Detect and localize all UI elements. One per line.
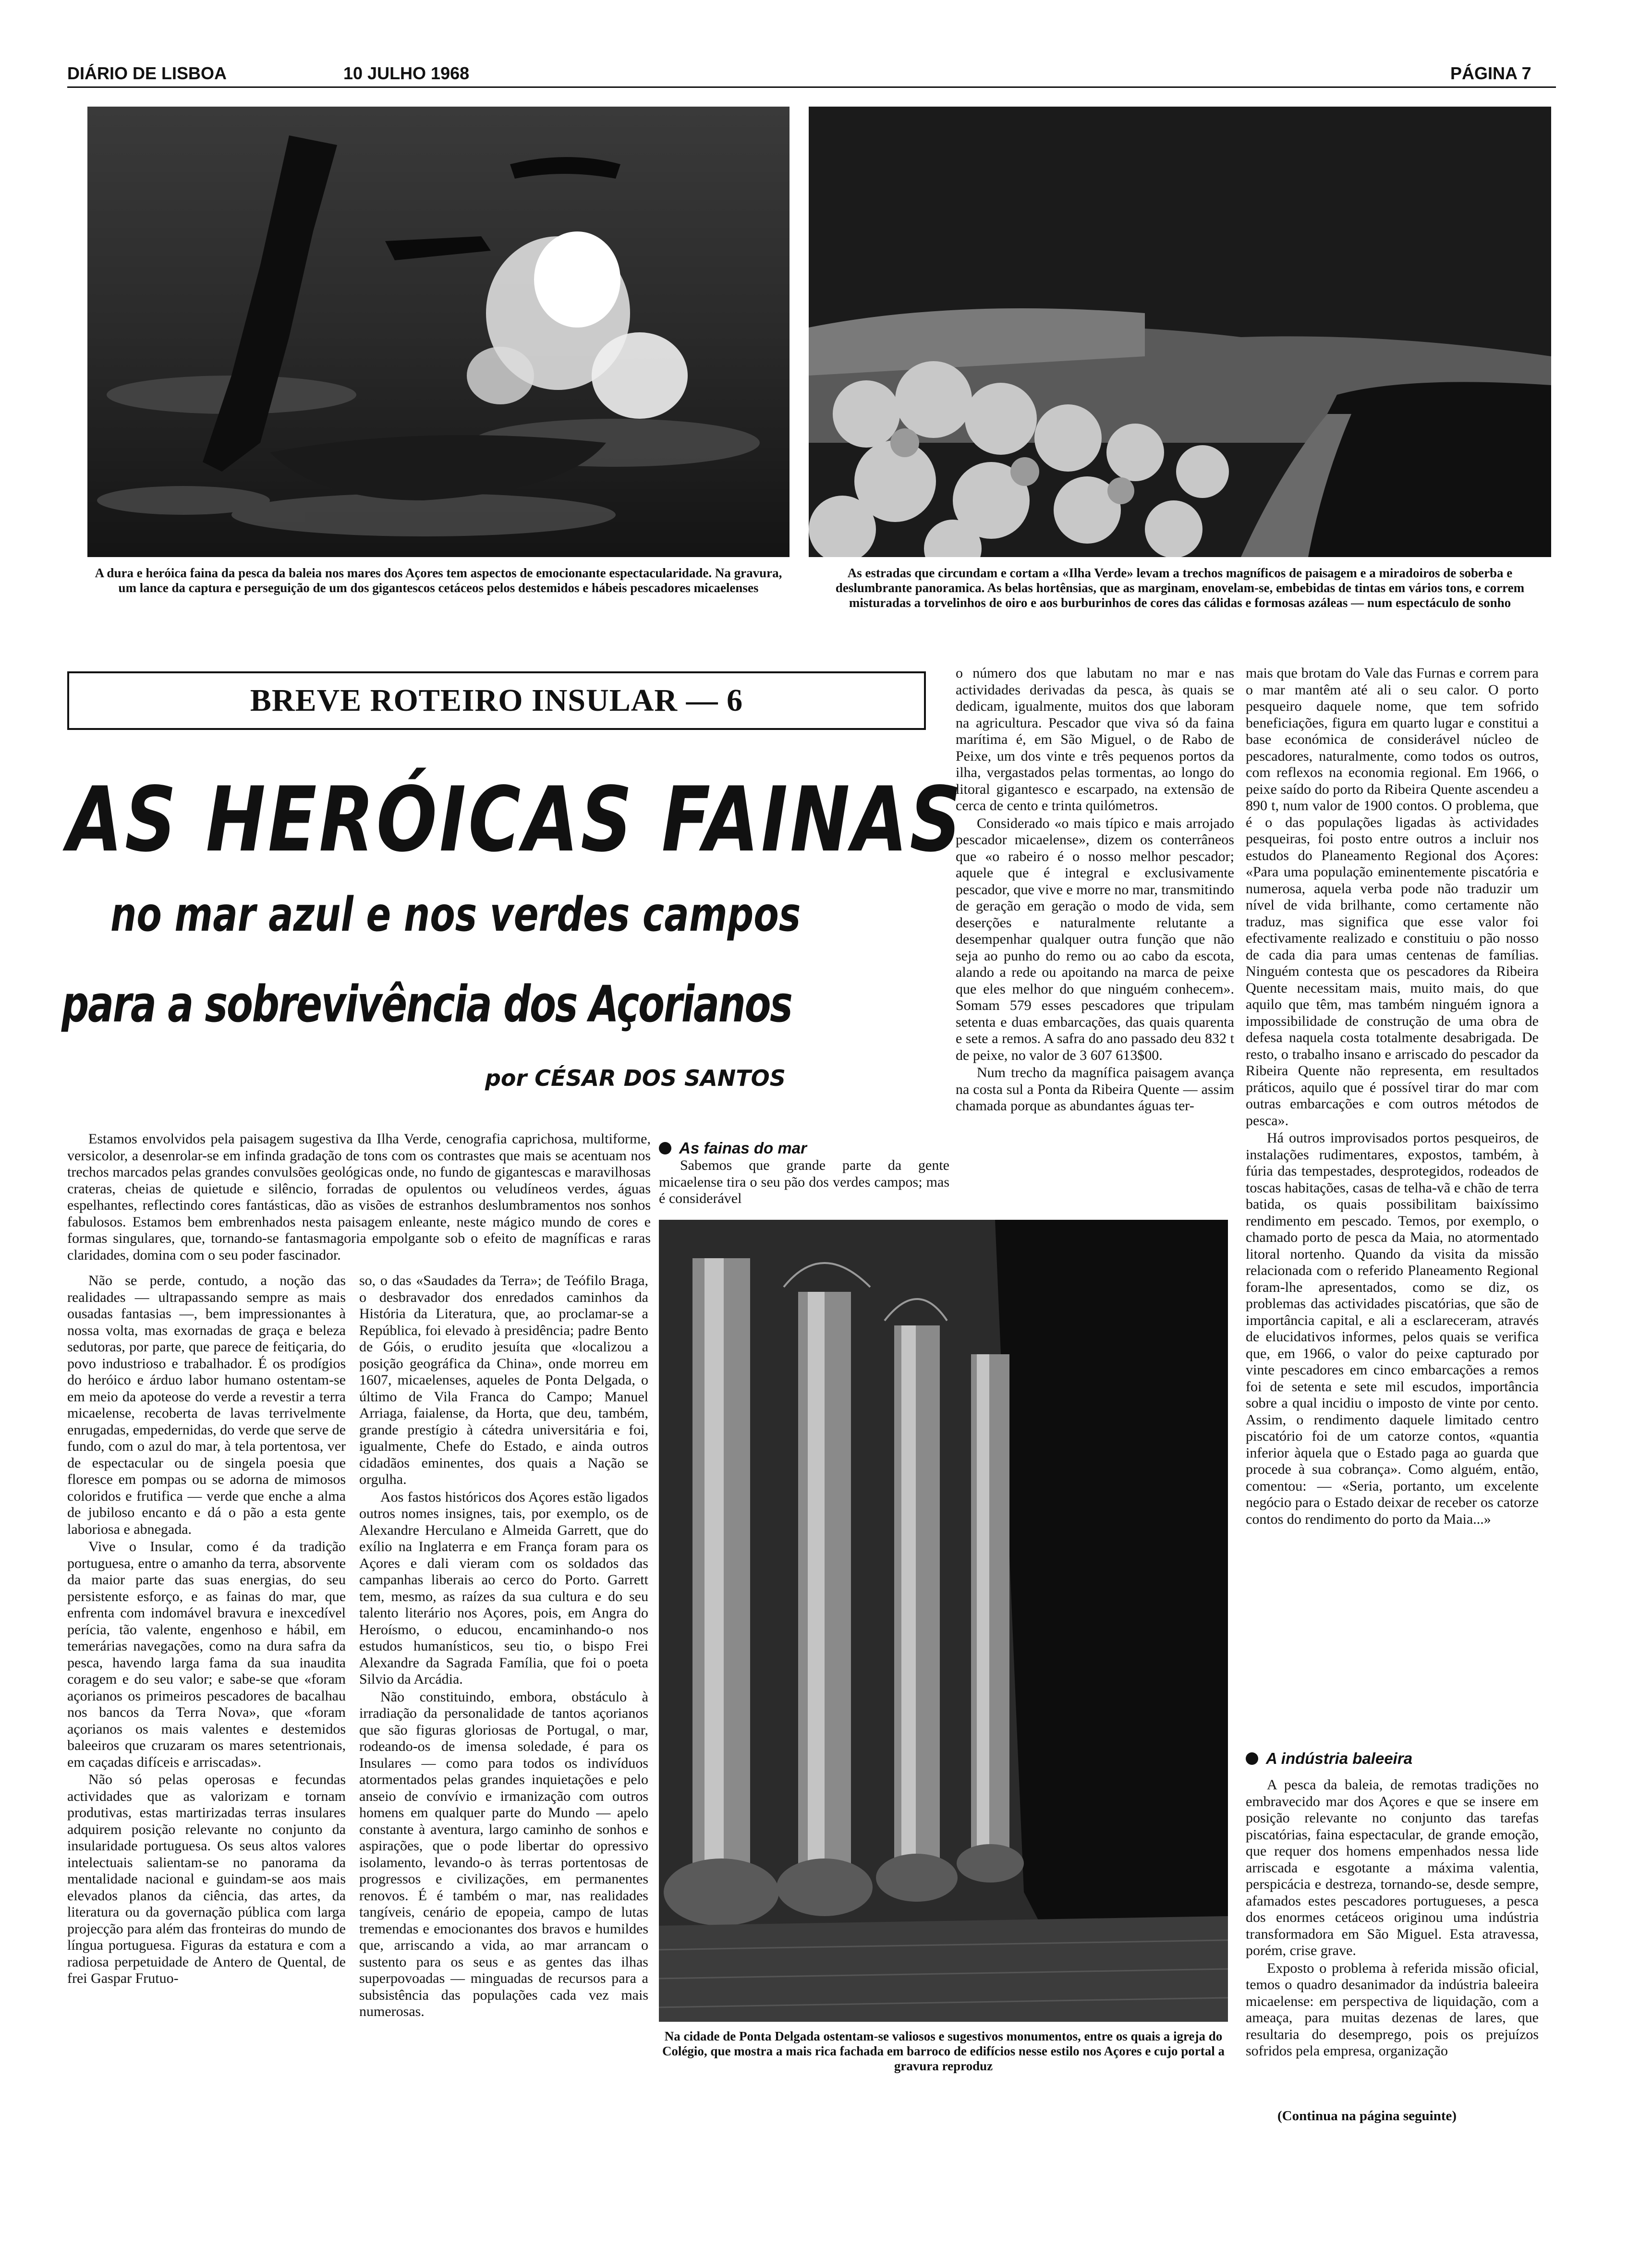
- masthead-rule: [67, 86, 1556, 88]
- paragraph: Não se perde, contudo, a noção das realidades — ultrapassando sempre as mais ousadas fantasias —, bem impressionantes à nossa volta, mas exornadas de graça e beleza sedutoras, por parte, que parece de feitiçaria, do povo industrioso e trabalhador. É os prodígios do heróico e árduo labor humano ostentam-se em meio da apoteose do verde a revestir a terra micaelense, recoberta de lavas terrivelmente enrugadas, empedernidas, do verde que serve de fundo, com o azul do mar, à tela portentosa, ver de espectacular ou de singela poesia que floresce em pompas ou se adorna de mimosos coloridos e frutifica — verde que enche a alma de jubiloso encanto e dá o pão a esta gente laboriosa e abnegada.: [67, 1273, 346, 1537]
- subhead-industria-baleeira: [1246, 1749, 1412, 1768]
- headline-sub-2: para a sobrevivência dos Açorianos: [61, 975, 792, 1033]
- paragraph: Exposto o problema à referida missão oficial, temos o quadro desanimador da indústria baleeira micaelense: em perspectiva de liquidação, com a ameaça, para muitas dezenas de lares, que resultaria do desemprego, pois os prejuízos sofridos pela empresa, organização: [1246, 1960, 1539, 2059]
- subhead-label: As fainas do mar: [679, 1139, 807, 1157]
- church-facade-photo: [659, 1220, 1228, 2022]
- headline-main: AS HERÓICAS FAINAS: [67, 767, 964, 872]
- whale-photo-caption: A dura e heróica faina da pesca da baleia nos mares dos Açores tem aspectos de emocionante espectacularidade. Na gravura, um lance da captura e perseguição de um dos gigantescos cetáceos pelos destemidos e hábeis pescadores micaelenses: [95, 566, 782, 595]
- paragraph: Há outros improvisados portos pesqueiros, de instalações rudimentares, expostos, também, à fúria das tempestades, desprotegidos, rodeados de toscas habitações, casas de telha-vã e chão de terra batida, os quais possibilitam baixíssimo rendimento em pescado. Temos, por exemplo, o chamado porto de pesca da Maia, no atormentado litoral nortenho. Quando da visita da missão relacionada com o referido Planeamento Regional foram-lhe apresentados, como se diz, os problemas das actividades piscatórias, que são de importância capital, e ali a esclareceram, através de elucidativos informes, pelos quais se verifica que, em 1966, o valor do peixe capturado por vinte pescadores em cinco embarcações a remos foi de setenta e sete mil escudos, importância sobre a qual incidiu o imposto de vinte por cento. Assim, o rendimento daquele limitado centro piscatório foi de um catorze contos, «quantia inferior àquela que o Estado paga ao guarda que procede à sua cobrança». Como alguém, então, comentou: — «Seria, portanto, um excelente negócio para o Estado deixar de receber os catorze contos do rendimento do porto da Maia...»: [1246, 1130, 1539, 1527]
- paragraph: Não só pelas operosas e fecundas actividades que as valorizam e tornam produtivas, estas martirizadas terras insulares adquirem posição relevante no conjunto da insularidade portuguesa. Os seus altos valores intelectuais salientam-se no panorama da mentalidade nacional e guindam-se aos mais elevados planos da ciência, das artes, da literatura ou da governação pública com larga projecção para além das fronteiras do mundo de língua portuguesa. Figuras da estatura e com a radiosa perpetuidade de Antero de Quental, de frei Gaspar Frutuo-: [67, 1772, 346, 1986]
- bullet-dot-icon: [659, 1142, 671, 1154]
- paragraph: so, o das «Saudades da Terra»; de Teófilo Braga, o desbravador dos enredados caminhos da História da Literatura, que, ao proclamar-se a República, foi elevado à presidência; padre Bento de Góis, o erudito jesuíta que «localizou a posição geográfica da China», onde morreu em 1607, micaelenses, aqueles de Ponta Delgada, o último de Vila Franca do Campo; Manuel Arriaga, faialense, da Horta, que deu, também, grande prestígio à cátedra universitária e foi, igualmente, Chefe do Estado, e ainda outros cidadãos eminentes, dos quais a Nação se orgulha.: [359, 1273, 648, 1487]
- paragraph: A pesca da baleia, de remotas tradições no embravecido mar dos Açores e que se insere em posição relevante no conjunto das tarefas piscatórias, faina espectacular, de grande emoção, que requer dos homens empenhados nessa lide arriscada e esgotante a máxima valentia, perspicácia e destreza, tornando-se, desde sempre, afamados estes pescadores portugueses, a pesca dos enormes cetáceos originou uma indústria transformadora em São Miguel. Esta atravessa, porém, crise grave.: [1246, 1777, 1539, 1958]
- masthead-paper: DIÁRIO DE LISBOA: [67, 63, 227, 83]
- paragraph: Num trecho da magnífica paisagem avança na costa sul a Ponta da Ribeira Quente — assim chamada porque as abundantes águas ter-: [956, 1065, 1234, 1114]
- article-lead: [67, 1131, 651, 1270]
- fainas-intro-text: [659, 1157, 949, 1210]
- paragraph: Considerado «o mais típico e mais arrojado pescador micaelense», dizem os conterrâneos que «o rabeiro é o nosso melhor pescador; aquele que é integral e exclusivamente pescador, que vive e morre no mar, transmitindo de geração em geração o modo de vida, sem deserções e naturalmente relutante a desempenhar qualquer outra função que não seja ao punho do remo ou ao cabo da escota, alando a rede ou apoitando na marca de peixe que eles melhor do que ninguém conhecem». Somam 579 esses pescadores que tripulam setenta e duas embarcações, das quais quarenta e sete a remos. A safra do ano passado deu 832 t de peixe, no valor de 3 607 613$00.: [956, 815, 1234, 1063]
- paragraph: mais que brotam do Vale das Furnas e correm para o mar mantêm até ali o seu calor. O porto pesqueiro daquele nome, que tem sofrido beneficiações, figura em quarto lugar e constitui a base económica de considerável núcleo de pescadores, naturalmente, como todos os outros, com reflexos na economia regional. Em 1966, o peixe saído do porto da Ribeira Quente ascendeu a 890 t, num valor de 1900 contos. O problema, que é o das populações ligadas às actividades pesqueiras, foi posto entre outros a incluir nos estudos do Planeamento Regional dos Açores: «Para uma população eminentemente piscatória e numerosa, aquela verba pode não traduzir um nível de vida brilhante, como certamente não traduz, mas significa que esse valor foi efectivamente realizado e constituiu o pão nosso de cada dia para umas centenas de famílias. Ninguém contesta que os pescadores da Ribeira Quente necessitam mais, muito mais, do que aquilo que têm, mas também ninguém ignora a impossibilidade de construção de uma obra de defesa naquela costa totalmente desabrigada. De resto, o trabalho insano e arriscado do pescador da Ribeira Quente não representa, em resultados práticos, aquilo que é possível tirar do mar com outras embarcações e com outros métodos de pesca».: [1246, 665, 1539, 1129]
- subhead-fainas-do-mar: [659, 1139, 807, 1157]
- whale-hunt-illustration: [87, 107, 790, 557]
- article-column-1: [67, 1273, 346, 2199]
- paragraph: Aos fastos históricos dos Açores estão ligados outros nomes insignes, tais, por exemplo, os de Alexandre Herculano e Almeida Garrett, que do exílio na Inglaterra e em França foram para os Açores e dali vieram com os soldados das campanhas liberais ao cerco do Porto. Garrett tem, mesmo, as raízes da sua cultura e do seu talento literário nos Açores, pois, em Angra do Heroísmo, o educou, encaminhando-o nos estudos humanísticos, seu tio, o bispo Frei Alexandre da Sagrada Família, que foi o poeta Silvio da Arcádia.: [359, 1489, 648, 1687]
- continue-note: (Continua na página seguinte): [1277, 2108, 1457, 2124]
- headline-sub-1: no mar azul e nos verdes campos: [110, 887, 801, 942]
- road-photo-caption: As estradas que circundam e cortam a «Ilha Verde» levam a trechos magníficos de paisagem e a miradoiros de soberba e deslumbrante panoramica. As belas hortênsias, que as marginam, enovelam-se, embebidas de tintas em vários tons, e correm misturadas a torvelinhos de oiro e aos burburinhos de cores das cálidas e formosas azáleas — num espectáculo de sonho: [835, 566, 1525, 610]
- series-kicker: BREVE ROTEIRO INSULAR — 6: [67, 671, 926, 730]
- paragraph: Não constituindo, embora, obstáculo à irradiação da personalidade de tantos açorianos que são figuras gloriosas de Portugal, o mar, rodeando-os de imensa soledade, é para os Insulares — como para todos os indivíduos atormentados pelas grandes inquietações e pelo anseio de convívio e irmanização com outros homens em qualquer parte do Mundo — apelo constante à aventura, largo caminho de sonhos e aspirações, que o pode libertar do opressivo isolamento, levando-o às terras portentosas de progressos e civilizações, em permanentes renovos. É é também o mar, nas realidades tangíveis, cenário de epopeia, campo de lutas tremendas e emocionantes dos bravos e humildes que, arriscando a vida, ao mar arrancam o sustento para os seus e as gentes das ilhas superpovoadas — minguadas de recursos para a subsistência das populações cada vez mais numerosas.: [359, 1688, 648, 2019]
- article-column-4: [1246, 665, 1539, 1743]
- masthead-date: 10 JULHO 1968: [343, 63, 470, 83]
- masthead-page: PÁGINA 7: [1450, 63, 1531, 83]
- paragraph: Sabemos que grande parte da gente micaelense tira o seu pão dos verdes campos; mas é considerável: [659, 1157, 949, 1206]
- church-facade-illustration: [659, 1220, 1228, 2022]
- whale-hunt-photo: [87, 107, 790, 557]
- article-column-3: [956, 665, 1234, 1153]
- subhead-label: A indústria baleeira: [1266, 1749, 1413, 1767]
- road-landscape-illustration: [809, 107, 1551, 557]
- church-photo-caption: Na cidade de Ponta Delgada ostentam-se valiosos e sugestivos monumentos, entre os quais a igreja do Colégio, que mostra a mais rica fachada em barroco de edifícios nesse estilo nos Açores e cujo portal a gravura reproduz: [662, 2029, 1225, 2073]
- bullet-dot-icon: [1246, 1752, 1258, 1765]
- article-column-4b: [1246, 1777, 1539, 2103]
- lead-paragraph: Estamos envolvidos pela paisagem sugestiva da Ilha Verde, cenografia caprichosa, multiforme, versicolor, a desenrolar-se em infinda gradação de tons com os contrastes que mais se acentuam nos trechos marcados pelas grandes convulsões geológicas onde, no fundo de gigantescas e maravilhosas crateras, cheias de quietude e silêncio, forradas de opulentos ou veludíneos verdes, águas espelhantes, reflectindo cores fantásticas, dão as visões de estranhos deslumbramentos nos sonhos fabulosos. Estamos bem embrenhados nesta paisagem enleante, neste mágico mundo de cores e formas singulares, que, tornando-se fantasmagoria empolgante sob o efeito de magníficas e raras claridades, domina com o seu poder fascinador.: [67, 1131, 651, 1263]
- paragraph: Vive o Insular, como é da tradição portuguesa, entre o amanho da terra, absorvente da maior parte das suas energias, do seu persistente esforço, e as fainas do mar, que enfrenta com indomável bravura e inexcedível perícia, tão valente, engenhoso e hábil, em temerárias navegações, como na dura safra da pesca, havendo larga fama da sua inaudita coragem e do seu valor; e sabe-se que «foram açorianos os primeiros pescadores de bacalhau nos bancos da Terra Nova», que «foram açorianos os mais valentes e destemidos baleeiros que cruzaram os mares setentrionais, em caçadas difíceis e arriscadas».: [67, 1539, 346, 1770]
- hortensia-road-photo: [809, 107, 1551, 557]
- article-column-2: [359, 1273, 648, 2199]
- paragraph: o número dos que labutam no mar e nas actividades derivadas da pesca, às quais se dedicam, igualmente, muitos dos que laboram na agricultura. Pescador que viva só da faina marítima é, em São Miguel, o de Rabo de Peixe, um dos vinte e três pequenos portos da ilha, vergastados pelas tormentas, ao longo do litoral gigantesco e escarpado, na extensão de cerca de cento e trinta quilómetros.: [956, 665, 1234, 814]
- byline: por CÉSAR DOS SANTOS: [485, 1065, 786, 1091]
